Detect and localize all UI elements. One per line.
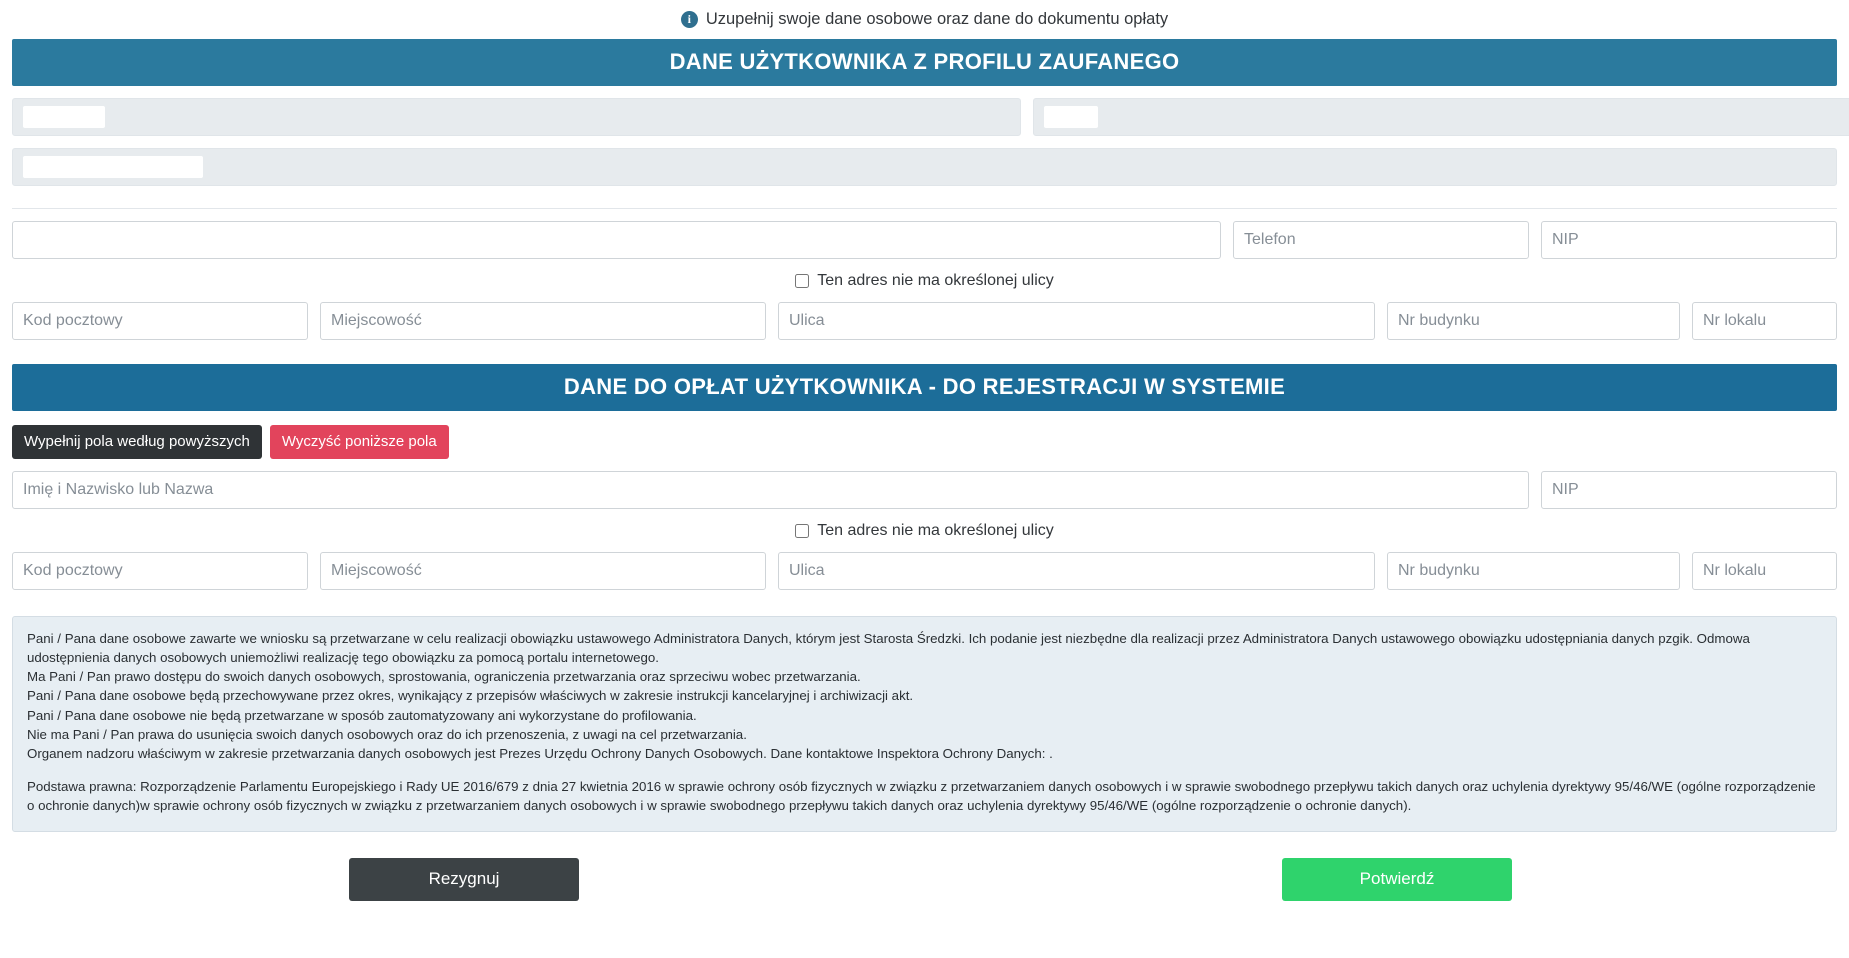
readonly-identity-row [12, 98, 1837, 136]
payer-nr-budynku-input[interactable] [1387, 552, 1680, 590]
payer-nip-input[interactable] [1541, 471, 1837, 509]
fill-from-above-button[interactable]: Wypełnij pola według powyższych [12, 425, 262, 459]
section-header-user-profile: DANE UŻYTKOWNIKA Z PROFILU ZAUFANEGO [12, 39, 1837, 86]
notice-line-6: Organem nadzoru właściwym w zakresie przetwarzania danych osobowych jest Prezes Urzędu Ochrony Danych Osobowych. Dane kontaktowe Inspektora Ochrony Danych: . [27, 745, 1053, 761]
notice-line-1: Pani / Pana dane osobowe zawarte we wniosku są przetwarzane w celu realizacji obowiązku ustawowego Administratora Danych, którym jest Starosta Średzki. Ich podanie jest niezbędne dla realizacji przez Administratora Danych ustawowego obowiązku udostępniania danych pzgik. Odmowa udostępnienia danych osobowych uniemożliwi realizację tego obowiązku za pomocą portalu internetowego. [27, 631, 1750, 666]
notice-line-4: Pani / Pana dane osobowe nie będą przetwarzane w sposób zautomatyzowany ani wykorzystane do profilowania. [27, 707, 697, 723]
payer-no-street-checkbox[interactable] [795, 524, 809, 538]
notice-line-3: Pani / Pana dane osobowe będą przechowywane przez okres, wynikający z przepisów właściwych w zakresie instrukcji kancelaryjnej i archiwizacji akt. [27, 688, 914, 704]
top-info-text: Uzupełnij swoje dane osobowe oraz dane do dokumentu opłaty [705, 10, 1169, 28]
user-miejscowosc-input[interactable] [320, 302, 766, 340]
notice-line-5: Nie ma Pani / Pan prawa do usunięcia swoich danych osobowych oraz do ich przenoszenia, z uwagi na cel przetwarzania. [27, 726, 747, 742]
payer-ulica-input[interactable] [778, 552, 1375, 590]
top-info-line [12, 0, 1837, 37]
contact-row [12, 221, 1837, 259]
payer-address-row [12, 552, 1837, 590]
user-kod-pocztowy-input[interactable] [12, 302, 308, 340]
user-nr-budynku-input[interactable] [1387, 302, 1680, 340]
confirm-button[interactable]: Potwierdź [1282, 858, 1512, 900]
user-no-street-label: Ten adres nie ma określonej ulicy [817, 272, 1054, 289]
readonly-identifier-field [12, 148, 1837, 186]
nip-input[interactable] [1541, 221, 1837, 259]
notice-line-2: Ma Pani / Pan prawo dostępu do swoich danych osobowych, sprostowania, ograniczenia przetwarzania oraz sprzeciwu wobec przetwarzania. [27, 669, 861, 685]
user-nr-lokalu-input[interactable] [1692, 302, 1837, 340]
section-divider [12, 208, 1837, 209]
payer-name-row [12, 471, 1837, 509]
user-no-street-checkbox[interactable] [795, 274, 809, 288]
gdpr-notice [12, 616, 1837, 832]
footer-actions [12, 858, 1837, 889]
payer-name-input[interactable] [12, 471, 1529, 509]
user-ulica-input[interactable] [778, 302, 1375, 340]
user-address-row [12, 302, 1837, 340]
payer-miejscowosc-input[interactable] [320, 552, 766, 590]
telefon-input[interactable] [1233, 221, 1529, 259]
user-no-street-checkbox-row[interactable] [12, 272, 1837, 290]
notice-legal-basis: Podstawa prawna: Rozporządzenie Parlamentu Europejskiego i Rady UE 2016/679 z dnia 27 kwietnia 2016 w sprawie ochrony osób fizycznych w związku z przetwarzaniem danych osobowych i w sprawie swobodnego przepływu takich danych oraz uchylenia dyrektywy 95/46/WE (ogólne rozporządzenie o ochronie danych)w sprawie ochrony osób fizycznych w związku z przetwarzaniem danych osobowych i w sprawie swobodnego przepływu takich danych oraz uchylenia dyrektywy 95/46/WE (ogólne rozporządzenie o ochronie danych). [27, 778, 1816, 814]
user-address-input[interactable] [12, 221, 1221, 259]
payment-actions [12, 425, 1837, 459]
readonly-last-name-field [1033, 98, 1849, 136]
payer-nr-lokalu-input[interactable] [1692, 552, 1837, 590]
cancel-button[interactable]: Rezygnuj [349, 858, 579, 900]
readonly-first-name-field [12, 98, 1021, 136]
payer-no-street-checkbox-row[interactable] [12, 522, 1837, 540]
section-header-payment-data: DANE DO OPŁAT UŻYTKOWNIKA - DO REJESTRACJI W SYSTEMIE [12, 364, 1837, 411]
payer-no-street-label: Ten adres nie ma określonej ulicy [817, 522, 1054, 539]
clear-below-button[interactable]: Wyczyść poniższe pola [270, 425, 449, 459]
info-icon: i [681, 11, 698, 28]
payer-kod-pocztowy-input[interactable] [12, 552, 308, 590]
readonly-identifier-row [12, 148, 1837, 186]
